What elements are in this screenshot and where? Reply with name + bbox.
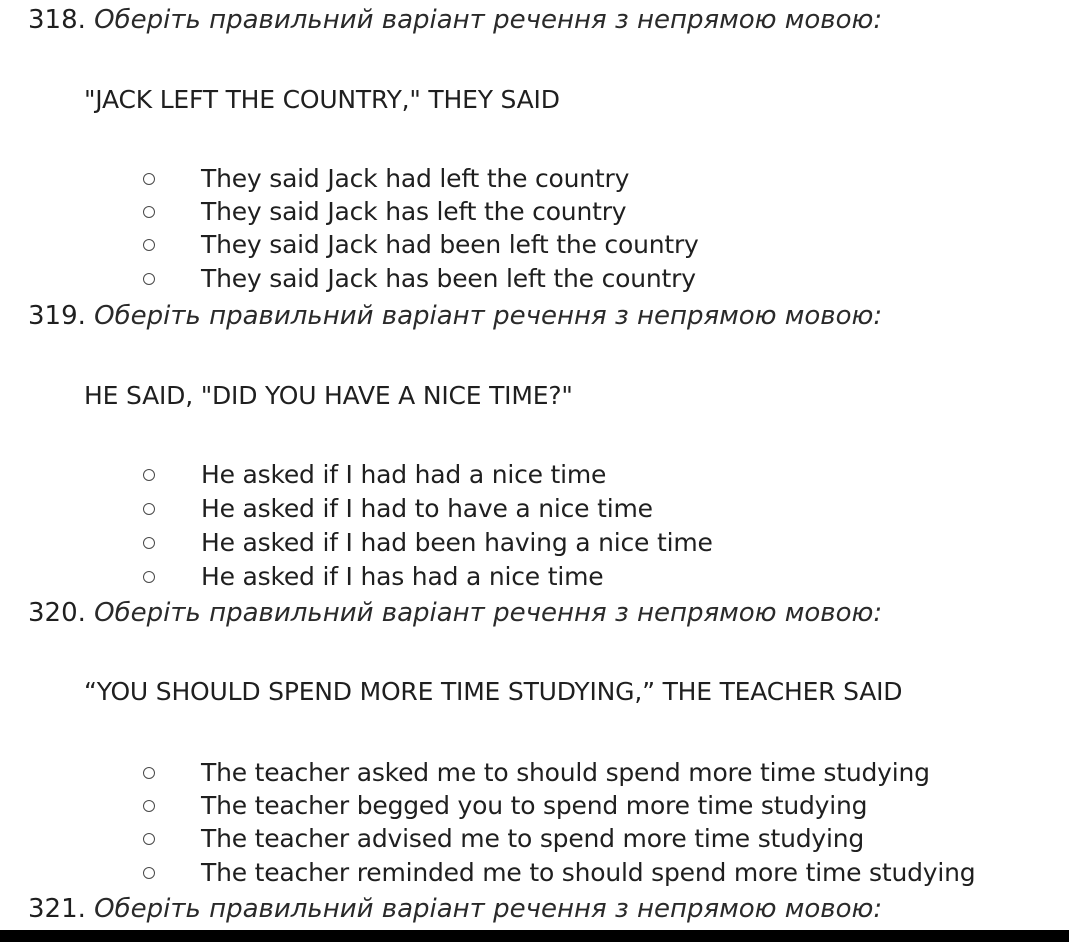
option-label: They said Jack has left the country bbox=[201, 197, 627, 226]
radio-icon[interactable] bbox=[143, 206, 155, 218]
question-320-option-2[interactable] bbox=[143, 789, 867, 823]
question-318-option-1[interactable] bbox=[143, 162, 629, 196]
radio-icon[interactable] bbox=[143, 571, 155, 583]
question-320-option-4[interactable] bbox=[143, 856, 975, 890]
option-label: He asked if I had been having a nice time bbox=[201, 528, 713, 557]
radio-icon[interactable] bbox=[143, 239, 155, 251]
question-319-option-1[interactable] bbox=[143, 458, 606, 492]
question-320-option-3[interactable] bbox=[143, 822, 864, 856]
option-label: They said Jack had been left the country bbox=[201, 230, 699, 259]
radio-icon[interactable] bbox=[143, 767, 155, 779]
option-label: He asked if I had to have a nice time bbox=[201, 494, 653, 523]
question-318-option-2[interactable] bbox=[143, 195, 626, 229]
radio-icon[interactable] bbox=[143, 273, 155, 285]
question-320-header bbox=[28, 597, 882, 629]
radio-icon[interactable] bbox=[143, 503, 155, 515]
question-number: 318. bbox=[28, 5, 86, 35]
question-319-prompt: HE SAID, "DID YOU HAVE A NICE TIME?" bbox=[84, 381, 573, 410]
radio-icon[interactable] bbox=[143, 833, 155, 845]
question-319-option-2[interactable] bbox=[143, 492, 653, 526]
radio-icon[interactable] bbox=[143, 173, 155, 185]
option-label: He asked if I had had a nice time bbox=[201, 460, 607, 489]
radio-icon[interactable] bbox=[143, 800, 155, 812]
option-label: The teacher asked me to should spend more time studying bbox=[201, 758, 930, 787]
question-318-option-4[interactable] bbox=[143, 262, 696, 296]
question-319-option-4[interactable] bbox=[143, 560, 603, 594]
radio-icon[interactable] bbox=[143, 469, 155, 481]
question-number: 321. bbox=[28, 894, 86, 924]
option-label: The teacher begged you to spend more time studying bbox=[201, 791, 868, 820]
option-label: They said Jack had left the country bbox=[201, 164, 630, 193]
question-318-prompt: "JACK LEFT THE COUNTRY," THEY SAID bbox=[84, 85, 560, 114]
question-instruction: Оберіть правильний варіант речення з непрямою мовою: bbox=[94, 894, 883, 924]
question-number: 319. bbox=[28, 301, 86, 331]
question-instruction: Оберіть правильний варіант речення з непрямою мовою: bbox=[94, 5, 883, 35]
option-label: He asked if I has had a nice time bbox=[201, 562, 604, 591]
question-319-option-3[interactable] bbox=[143, 526, 713, 560]
option-label: The teacher advised me to spend more time studying bbox=[201, 824, 865, 853]
option-label: They said Jack has been left the country bbox=[201, 264, 696, 293]
question-319-header bbox=[28, 300, 882, 332]
question-number: 320. bbox=[28, 598, 86, 628]
question-318-header bbox=[28, 4, 882, 36]
question-318-option-3[interactable] bbox=[143, 228, 699, 262]
question-321-header bbox=[28, 893, 882, 925]
radio-icon[interactable] bbox=[143, 867, 155, 879]
question-320-prompt: “YOU SHOULD SPEND MORE TIME STUDYING,” THE TEACHER SAID bbox=[84, 677, 903, 706]
bottom-edge-bar bbox=[0, 930, 1069, 942]
radio-icon[interactable] bbox=[143, 537, 155, 549]
question-instruction: Оберіть правильний варіант речення з непрямою мовою: bbox=[94, 598, 883, 628]
question-instruction: Оберіть правильний варіант речення з непрямою мовою: bbox=[94, 301, 883, 331]
option-label: The teacher reminded me to should spend more time studying bbox=[201, 858, 976, 887]
question-320-option-1[interactable] bbox=[143, 756, 930, 790]
